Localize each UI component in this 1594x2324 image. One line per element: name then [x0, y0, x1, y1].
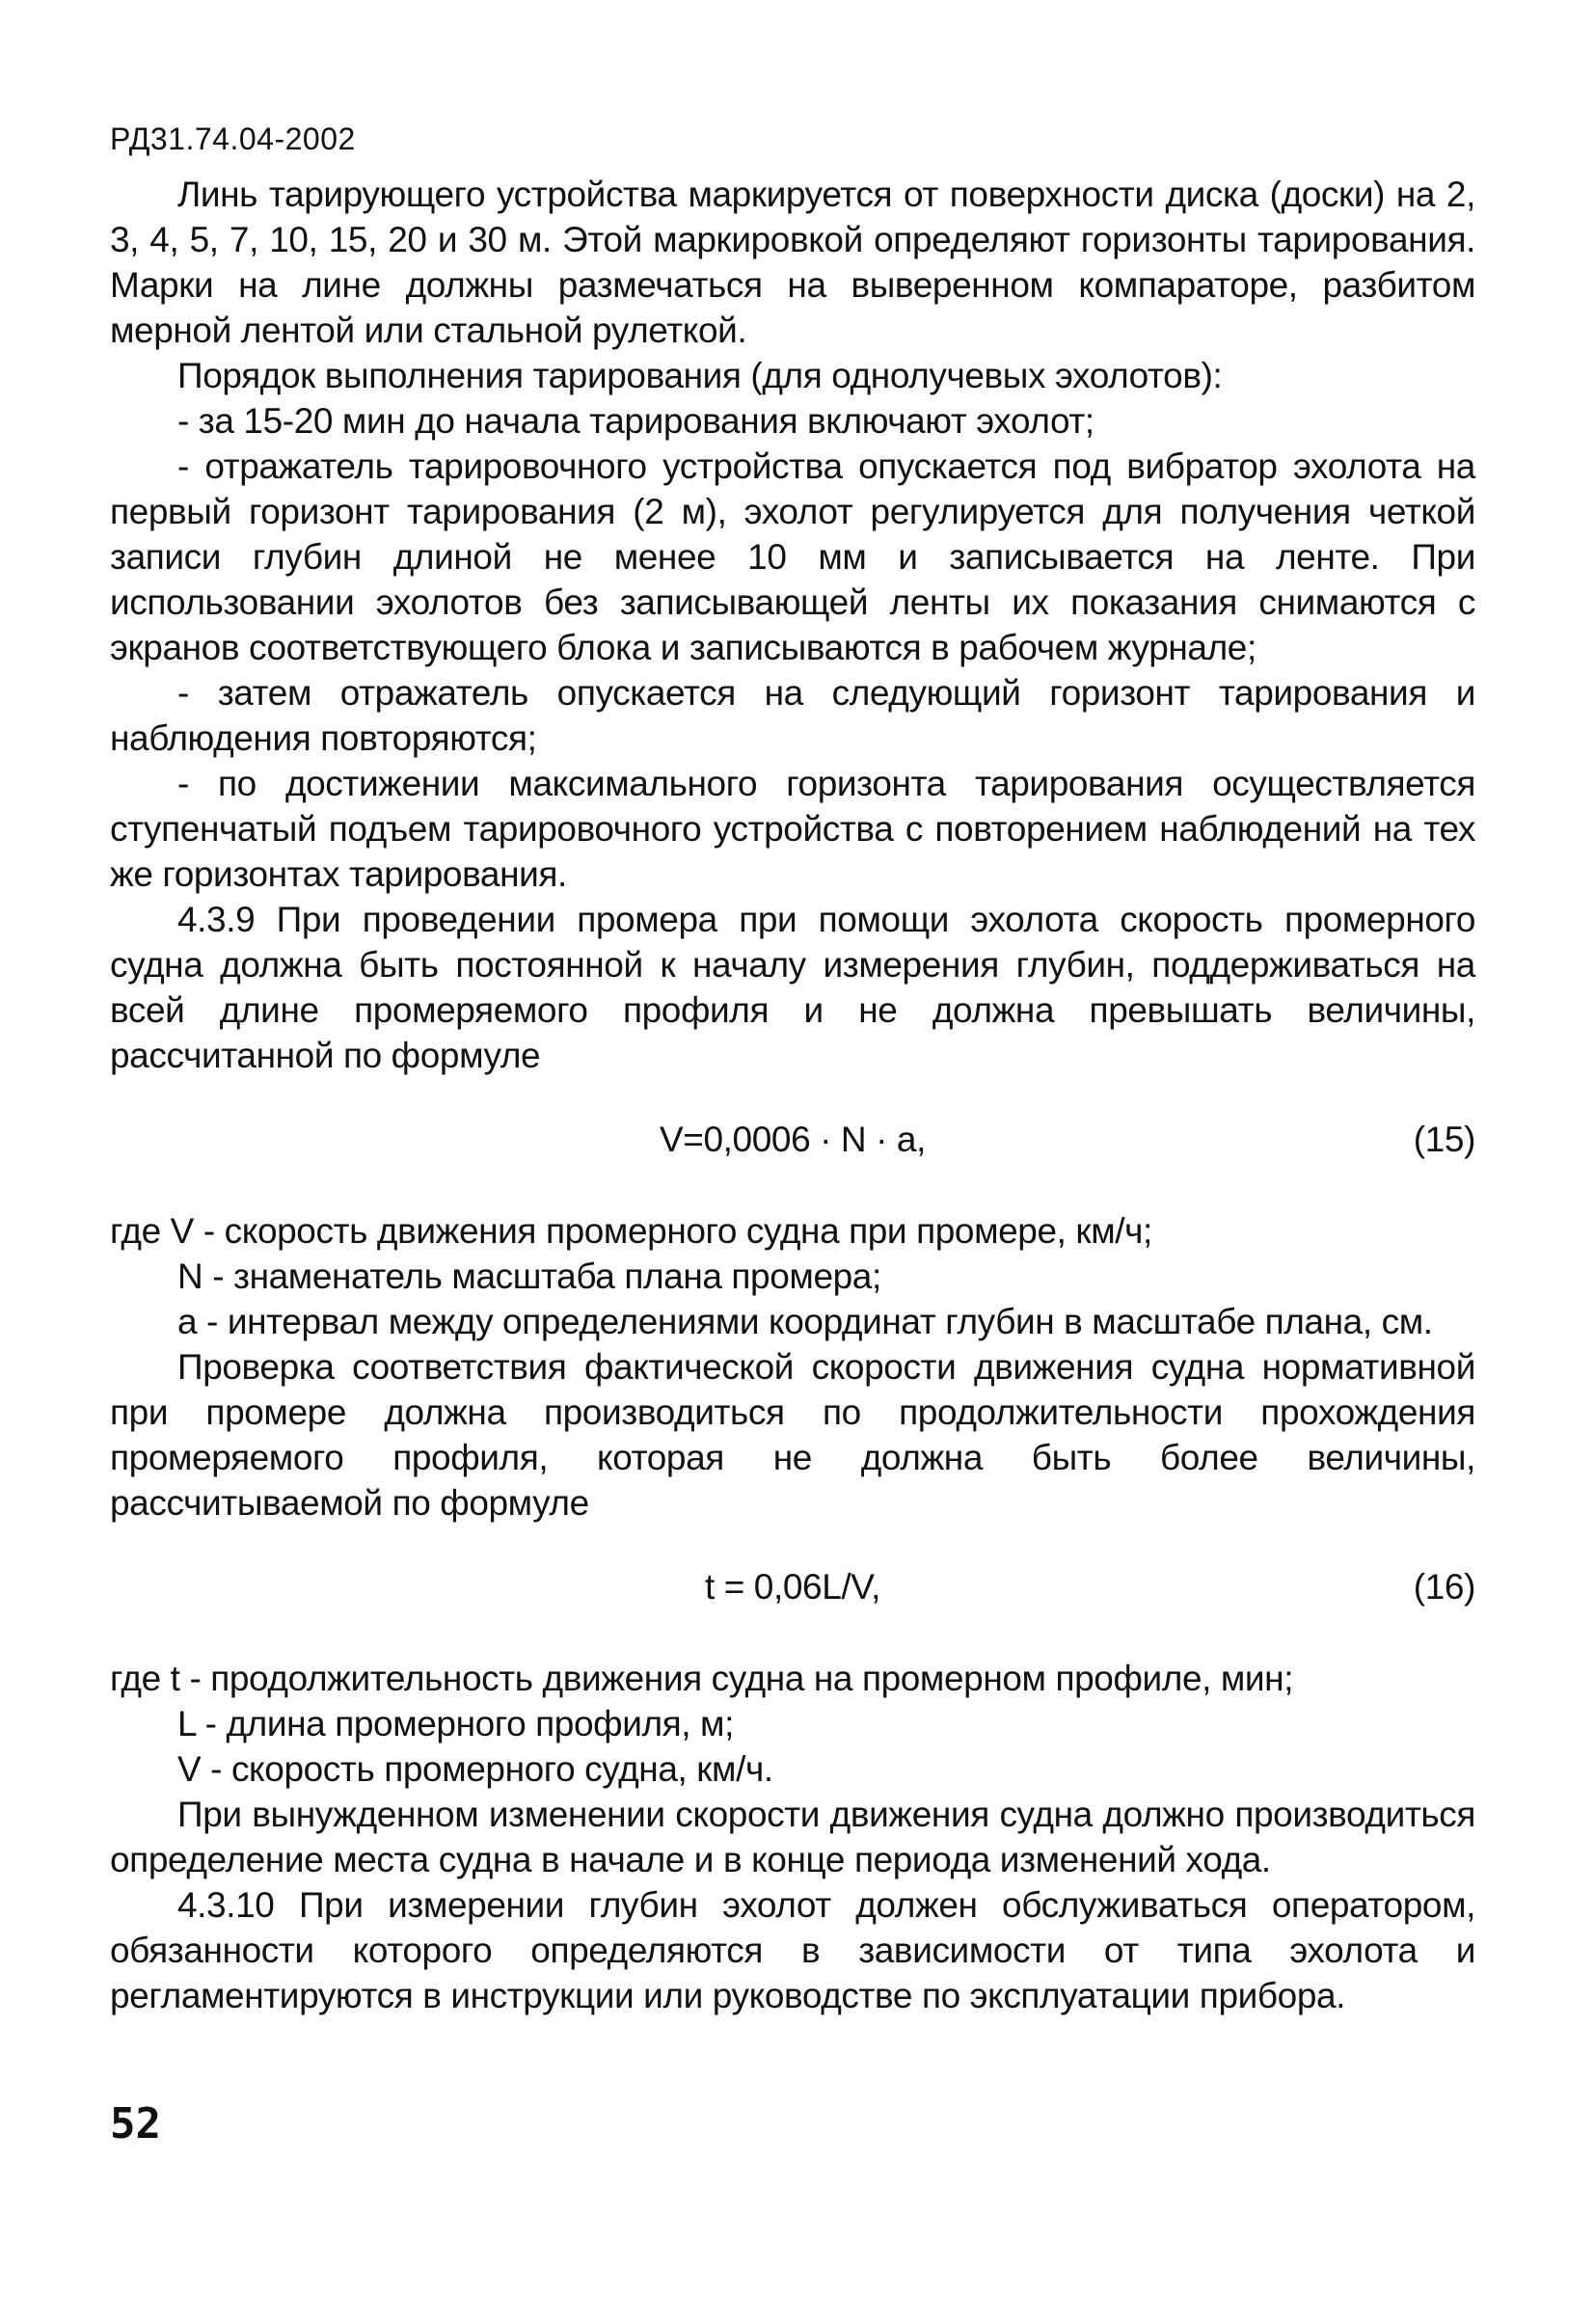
paragraph-speed-check: Проверка соответствия фактической скорости движения судна нормативной при промере должна производиться по продолжительности прохождения промеряемого профиля, которая не должна быть более величины, рассчитываемой по формуле	[110, 1347, 1475, 1523]
paragraph-forced-speed-change: При вынужденном изменении скорости движения судна должно производиться определение места судна в начале и в конце периода изменений хода.	[110, 1795, 1475, 1879]
definition-v2: V - скорость промерного судна, км/ч.	[177, 1749, 773, 1789]
document-code-header: РД31.74.04-2002	[110, 122, 356, 156]
formula-15-number: (15)	[1413, 1120, 1475, 1159]
formula-16-number: (16)	[1413, 1567, 1475, 1607]
formula-16-expression: t = 0,06L/V,	[704, 1567, 881, 1607]
list-item-next-horizon: - затем отражатель опускается на следующий горизонт тарирования и наблюдения повторяются;	[110, 673, 1475, 758]
paragraph-calibration-order: Порядок выполнения тарирования (для однолучевых эхолотов):	[177, 356, 1223, 395]
list-item-switch-on: - за 15-20 мин до начала тарирования включают эхолот;	[177, 401, 1094, 441]
paragraph-4-3-10: 4.3.10 При измерении глубин эхолот должен обслуживаться оператором, обязанности которого определяются в зависимости от типа эхолота и регламентируются в инструкции или руководстве по эксплуатации прибора.	[110, 1885, 1475, 2015]
page-number: 52	[110, 2099, 161, 2148]
formula-15-expression: V=0,0006 · N · a,	[660, 1120, 926, 1159]
definition-a: а - интервал между определениями координат глубин в масштабе плана, см.	[177, 1302, 1433, 1341]
definition-t: где t - продолжительность движения судна на промерном профиле, мин;	[110, 1659, 1294, 1698]
list-item-first-horizon: - отражатель тарировочного устройства опускается под вибратор эхолота на первый горизонт тарирования (2 м), эхолот регулируется для получения четкой записи глубин длиной не менее 10 мм и записывается на ленте. При использовании эхолотов без записывающей ленты их показания снимаются с экранов соответствующего блока и записываются в рабочем журнале;	[110, 446, 1475, 667]
formula-16	[110, 1564, 1475, 1609]
page-body	[110, 172, 1475, 2018]
definition-n: N - знаменатель масштаба плана промера;	[177, 1257, 881, 1296]
paragraph-line-marking: Линь тарирующего устройства маркируется от поверхности диска (доски) на 2, 3, 4, 5, 7, 10, 15, 20 и 30 м. Этой маркировкой определяют горизонты тарирования. Марки на лине должны размечаться на выверенном компараторе, разбитом мерной лентой или стальной рулеткой.	[110, 175, 1475, 350]
paragraph-4-3-9: 4.3.9 При проведении промера при помощи эхолота скорость промерного судна должна быть постоянной к началу измерения глубин, поддерживаться на всей длине промеряемого профиля и не должна превышать величины, рассчитанной по формуле	[110, 900, 1475, 1075]
definition-v: где V - скорость движения промерного судна при промере, км/ч;	[110, 1211, 1152, 1251]
definition-l: L - длина промерного профиля, м;	[177, 1704, 734, 1743]
list-item-stepwise-lift: - по достижении максимального горизонта тарирования осуществляется ступенчатый подъем тарировочного устройства с повторением наблюдений на тех же горизонтах тарирования.	[110, 764, 1475, 894]
formula-15	[110, 1117, 1475, 1162]
